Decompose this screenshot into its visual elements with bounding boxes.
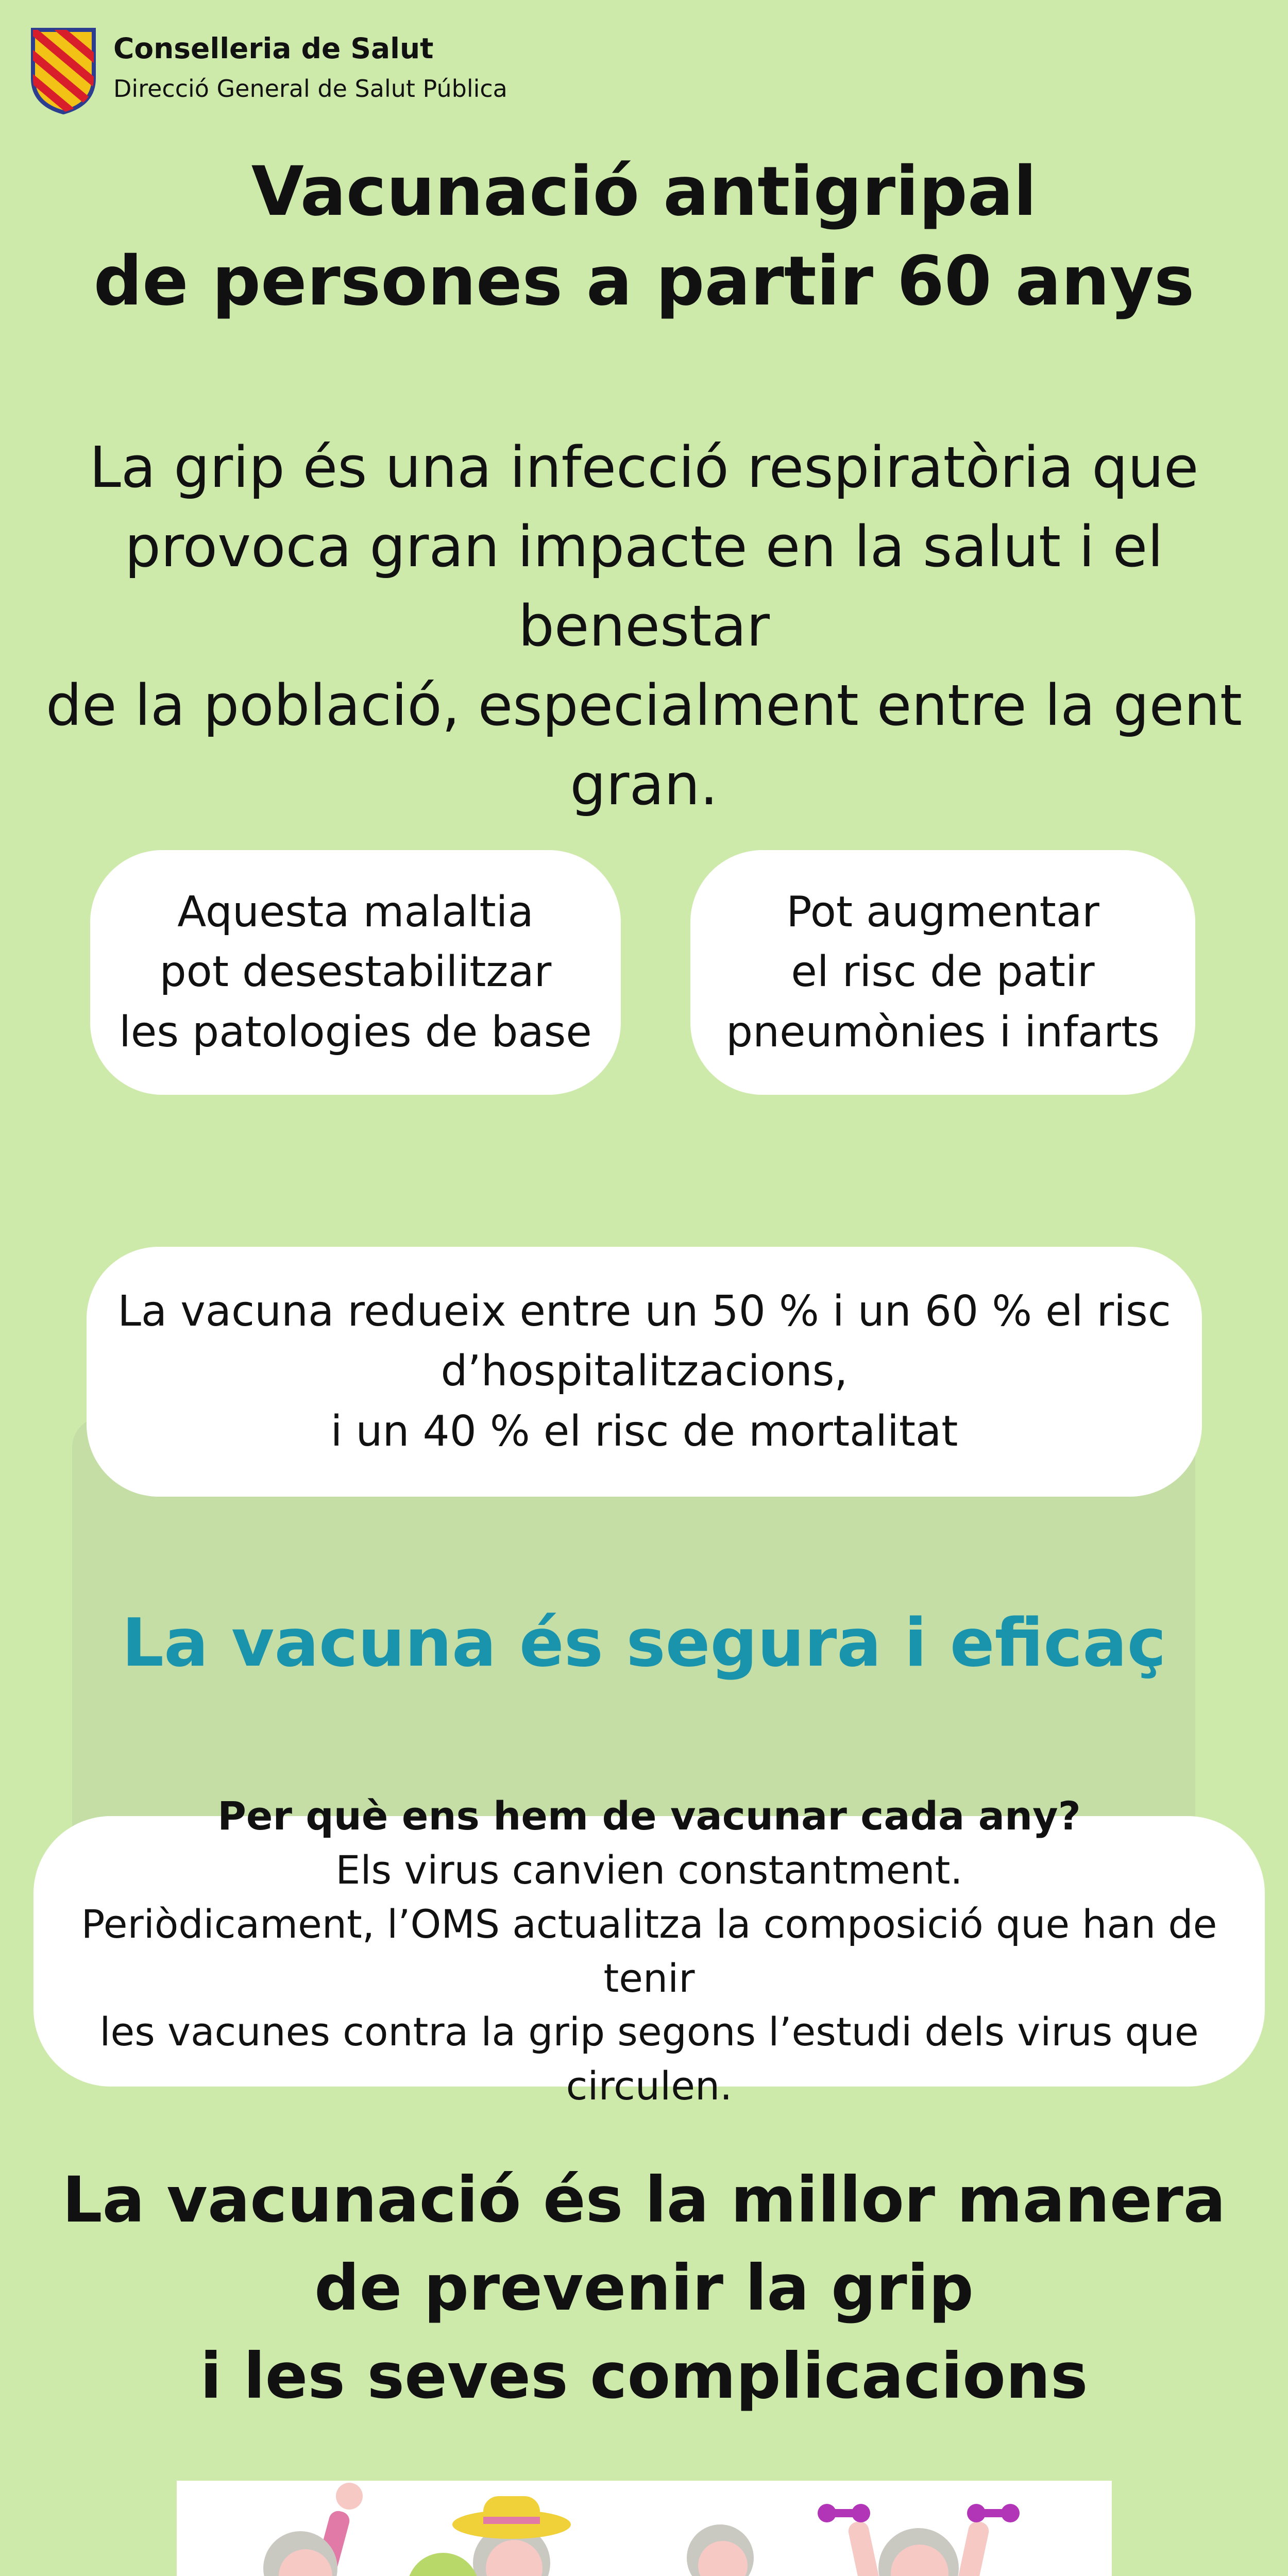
card-left-line-2: pot desestabilitzar [159, 947, 552, 997]
card-vaccine-reduction [87, 1247, 1202, 1497]
best-way-heading [0, 2156, 1288, 2420]
title-line-1: Vacunació antigripal [251, 152, 1037, 231]
page-title [0, 147, 1288, 326]
org-name: Conselleria de Salut [113, 32, 434, 65]
intro-line-4: gran. [570, 752, 718, 818]
card-left-line-3: les patologies de base [119, 1007, 592, 1057]
card-increased-risk [690, 850, 1195, 1095]
why-question: Per què ens hem de vacunar cada any? [217, 1792, 1081, 1839]
why-line-2: Periòdicament, l’OMS actualitza la composició que han de tenir [81, 1901, 1217, 2001]
senior-dancing-figure [245, 2483, 363, 2576]
balearic-flag-shield-icon [30, 27, 97, 114]
org-subtitle: Direcció General de Salut Pública [113, 75, 507, 103]
why-line-1: Els virus canvien constantment. [335, 1846, 963, 1893]
senior-walking-figure [606, 2524, 815, 2576]
card-right-line-2: el risc de patir [791, 947, 1095, 997]
why-line-3: les vacunes contra la grip segons l’estudi dels virus que circulen. [99, 2009, 1199, 2109]
card-right-line-1: Pot augmentar [786, 887, 1099, 937]
seniors-exercising-illustration [177, 2481, 1112, 2576]
senior-lifting-weights-figure [818, 2504, 1020, 2576]
intro-line-2: provoca gran impacte en la salut i el benestar [125, 514, 1163, 659]
title-line-2: de persones a partir 60 anys [93, 242, 1195, 321]
vaccine-line-1: La vacuna redueix entre un 50 % i un 60 % el risc [117, 1286, 1171, 1336]
card-why-yearly [33, 1792, 1265, 2109]
card-left-line-1: Aquesta malaltia [177, 887, 534, 937]
intro-line-3: de la població, especialment entre la gent [46, 672, 1242, 738]
intro-text [31, 428, 1257, 824]
card-base-pathologies [90, 850, 621, 1095]
best-line-1: La vacunació és la millor manera [62, 2163, 1226, 2236]
card-right-line-3: pneumònies i infarts [726, 1007, 1160, 1057]
best-line-3: i les seves complicacions [200, 2339, 1088, 2413]
safe-heading: La vacuna és segura i eficaç [122, 1605, 1166, 1682]
vaccine-line-2: d’hospitalitzacions, [440, 1347, 848, 1396]
senior-with-plant-figure [407, 2496, 571, 2576]
best-line-2: de prevenir la grip [314, 2251, 974, 2325]
vaccine-line-3: i un 40 % el risc de mortalitat [330, 1406, 958, 1456]
intro-line-1: La grip és una infecció respiratòria que [89, 434, 1199, 500]
